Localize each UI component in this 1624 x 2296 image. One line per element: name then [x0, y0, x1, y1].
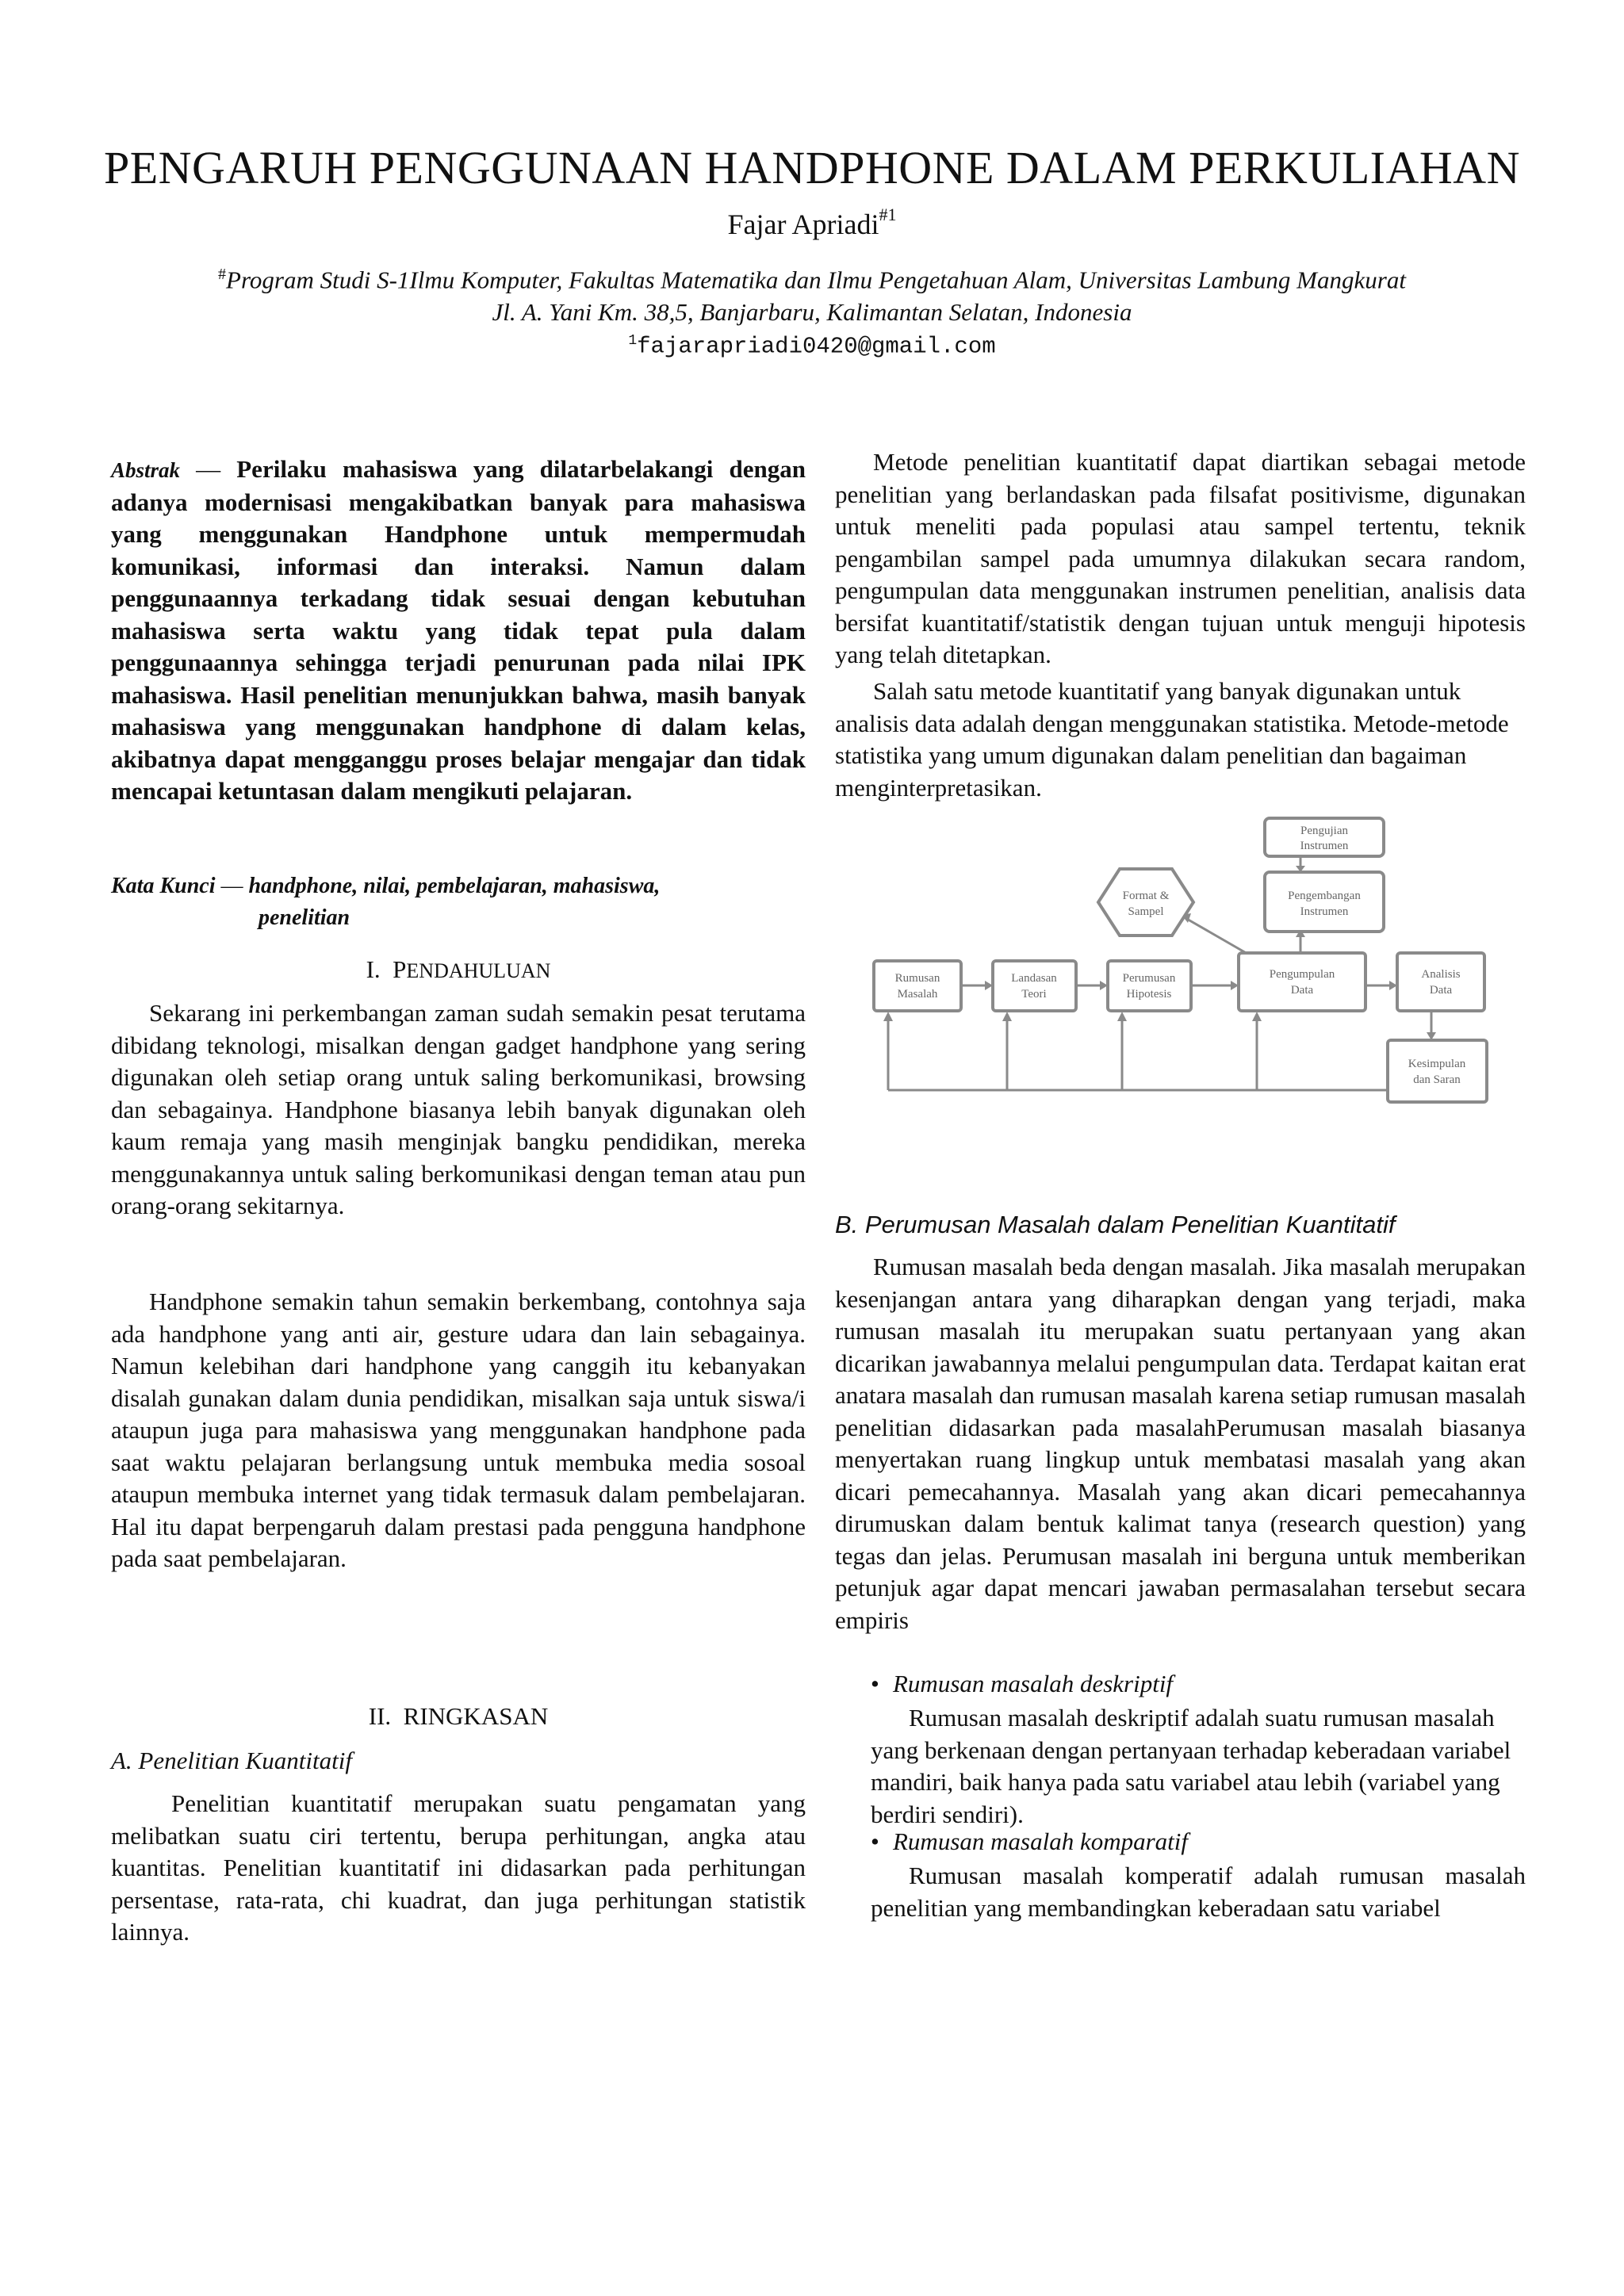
section-1-number: I.: [366, 955, 381, 983]
affiliation-line-2: Jl. A. Yani Km. 38,5, Banjarbaru, Kalimantan Selatan, Indonesia: [492, 298, 1132, 326]
email-superscript: 1: [628, 333, 638, 349]
box-analisis-line-2: Data: [1429, 984, 1453, 997]
section-1-heading: [111, 955, 806, 984]
paper-title: PENGARUH PENGGUNAAN HANDPHONE DALAM PERKULIAHAN: [103, 142, 1521, 193]
section-2-number: II.: [368, 1702, 392, 1730]
box-pengembangan-line-1: Pengembangan: [1288, 890, 1361, 902]
box-kesimpulan-saran: [1388, 1040, 1487, 1102]
bullet-komparatif: [871, 1827, 1526, 1856]
abstract: [111, 453, 806, 808]
subsection-b-paragraph: Rumusan masalah beda dengan masalah. Jika masalah merupakan kesenjangan antara yang diharapkan dengan yang terjadi, maka rumusan masalah itu merupakan suatu pertanyaan yang akan dicarikan jawabannya melalui pengumpulan data. Terdapat kaitan erat anatara masalah dan rumusan masalah karena setiap rumusan masalah penelitian didasarkan pada masalahPerumusan masalah biasanya menyertakan ruang lingkup untuk membatasi masalah yang akan dicari pemecahannya. Masalah yang akan dicari pemecahannya dirumuskan dalam bentuk kalimat tanya (research question) yang tegas dan jelas. Perumusan masalah ini berguna untuk memberikan petunjuk agar dapat mencari jawaban permasalahan tersebut secara empiris: [835, 1253, 1526, 1634]
affiliation-line-1: [0, 266, 1624, 294]
subsection-a-paragraph: Penelitian kuantitatif merupakan suatu pengamatan yang melibatkan suatu ciri tertentu, berupa perhitungan, angka atau kuantitas. Penelitian kuantitatif ini didasarkan pada perhitungan persentase, rata-rata, chi kuadrat, dan juga perhitungan statistik lainnya.: [111, 1789, 806, 1946]
box-analisis-data: [1397, 953, 1484, 1011]
box-rumusan-line-2: Masalah: [897, 988, 938, 1001]
bullet-deskriptif-text: Rumusan masalah deskriptif adalah suatu rumusan masalah yang berkenaan dengan pertanyaan terhadap keberadaan variabel mandiri, baik hanya pada satu variabel atau lebih (variabel yang berdiri sendiri).: [871, 1704, 1511, 1828]
bullet-deskriptif-title: Rumusan masalah deskriptif: [893, 1670, 1174, 1697]
section-1-title-rest: ENDAHULUAN: [406, 959, 551, 982]
box-perumusan-hipotesis: [1108, 961, 1191, 1011]
box-landasan-line-1: Landasan: [1011, 972, 1057, 985]
keywords-line-2: penelitian: [259, 905, 350, 930]
abstract-label: Abstrak: [111, 458, 181, 482]
section-1-paragraph-1: Sekarang ini perkembangan zaman sudah semakin pesat terutama dibidang teknologi, misalkan dengan gadget handphone yang sering digunakan oleh setiap orang untuk saling berkomunikasi, browsing dan sebagainya. Handphone biasanya lebih banyak digunakan oleh kaum remaja yang masih menginjak bangku pendidikan, mereka menggunakannya untuk saling berkomunikasi dengan teman atau pun orang-orang sekitarnya.: [111, 999, 806, 1219]
author-superscript: #1: [879, 205, 897, 224]
box-perumusan-line-2: Hipotesis: [1126, 988, 1172, 1001]
box-format-sampel: [1098, 869, 1193, 936]
bullet-dot: •: [871, 1670, 879, 1697]
box-pengujian-line-1: Pengujian: [1300, 825, 1348, 837]
author-email: [0, 333, 1624, 360]
abstract-dash: —: [180, 455, 237, 483]
box-rumusan-masalah: [874, 961, 961, 1011]
box-pengumpulan-data: [1239, 953, 1365, 1011]
section-1-paragraph-2: Handphone semakin tahun semakin berkembang, contohnya saja ada handphone yang anti air, gesture udara dan lain sebagainya. Namun kelebihan dari handphone yang canggih itu kebanyakan disalah gunakan dalam dunia pendidikan, misalkan saja untuk siswa/i ataupun juga para mahasiswa yang menggunakan handphone pada saat waktu pelajaran berlangsung untuk membuka media sosoal ataupun membuka internet yang tidak termasuk dalam pembelajaran. Hal itu dapat berpengaruh dalam prestasi pada pengguna handphone pada saat pembelajaran.: [111, 1288, 806, 1572]
affiliation-line-1-text: Program Studi S-1Ilmu Komputer, Fakultas Matematika dan Ilmu Pengetahuan Alam, Universitas Lambung Mangkurat: [226, 266, 1406, 294]
author-name: [0, 205, 1624, 241]
box-landasan-line-2: Teori: [1021, 988, 1047, 1001]
box-pengembangan-line-2: Instrumen: [1300, 905, 1349, 918]
box-rumusan-line-1: Rumusan: [894, 972, 940, 985]
subsection-b-heading: B. Perumusan Masalah dalam Penelitian Kuantitatif: [835, 1211, 1396, 1238]
email-text: fajarapriadi0420@gmail.com: [637, 333, 996, 360]
right-paragraph-2: Salah satu metode kuantitatif yang banyak digunakan untuk analisis data adalah dengan menggunakan statistika. Metode-metode statistika yang umum digunakan dalam penelitian dan bagaiman menginterpretasikan.: [835, 677, 1509, 802]
keywords-dash: —: [215, 874, 249, 898]
section-1-title-initial: P: [393, 955, 407, 983]
box-kesimpulan-line-2: dan Saran: [1413, 1073, 1461, 1086]
box-pengujian-line-2: Instrumen: [1300, 840, 1349, 852]
bullet-deskriptif: [871, 1670, 1526, 1698]
bullet-dot: •: [871, 1827, 879, 1855]
box-analisis-line-1: Analisis: [1421, 968, 1461, 981]
section-2-heading: [111, 1702, 806, 1731]
research-flow-diagram: [872, 817, 1507, 1197]
affiliation-superscript: #: [218, 266, 227, 283]
subsection-a-heading: A. Penelitian Kuantitatif: [111, 1747, 352, 1774]
box-pengumpulan-line-1: Pengumpulan: [1269, 968, 1335, 981]
bullet-komparatif-text: Rumusan masalah komperatif adalah rumusan masalah penelitian yang membandingkan keberadaan satu variabel: [871, 1862, 1526, 1922]
keywords: [111, 871, 806, 934]
box-format-line-2: Sampel: [1128, 905, 1164, 918]
abstract-text: Perilaku mahasiswa yang dilatarbelakangi dengan adanya modernisasi mengakibatkan banyak para mahasiswa yang menggunakan Handphone untuk mempermudah komunikasi, informasi dan interaksi. Namun dalam penggunaannya terkadang tidak sesuai dengan kebutuhan mahasiswa serta waktu yang tidak tepat pula dalam penggunaannya sehingga terjadi penurunan pada nilai IPK mahasiswa. Hasil penelitian menunjukkan bahwa, masih banyak mahasiswa yang menggunakan handphone di dalam kelas, akibatnya dapat mengganggu proses belajar mengajar dan tidak mencapai ketuntasan dalam mengikuti pelajaran.: [111, 455, 806, 805]
keywords-line-1: handphone, nilai, pembelajaran, mahasiswa,: [248, 874, 661, 898]
box-landasan-teori: [993, 961, 1076, 1011]
bullet-komparatif-title: Rumusan masalah komparatif: [893, 1827, 1188, 1855]
box-format-line-1: Format &: [1122, 890, 1170, 902]
section-2-title: RINGKASAN: [403, 1702, 549, 1730]
box-pengumpulan-line-2: Data: [1290, 984, 1314, 997]
box-kesimpulan-line-1: Kesimpulan: [1408, 1058, 1466, 1070]
box-perumusan-line-1: Perumusan: [1122, 972, 1176, 985]
author-name-text: Fajar Apriadi: [727, 209, 879, 240]
keywords-label: Kata Kunci: [111, 874, 216, 898]
right-paragraph-1: Metode penelitian kuantitatif dapat diartikan sebagai metode penelitian yang berlandaskan pada filsafat positivisme, digunakan untuk meneliti pada populasi atau sampel tertentu, teknik pengambilan sampel pada umumnya dilakukan secara random, pengumpulan data menggunakan instrumen penelitian, analisis data bersifat kuantitatif/statistik dengan tujuan untuk menguji hipotesis yang telah ditetapkan.: [835, 448, 1526, 668]
